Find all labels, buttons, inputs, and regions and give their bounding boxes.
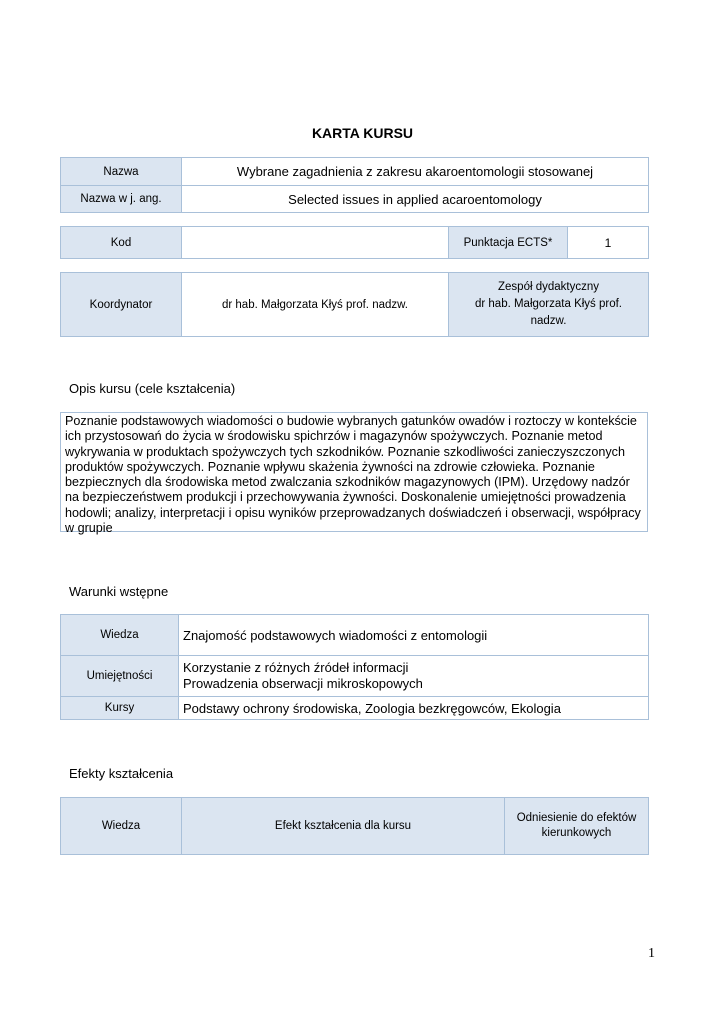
teaching-team-value: dr hab. Małgorzata Kłyś prof. nadzw. bbox=[474, 298, 622, 327]
name-label: Nazwa bbox=[61, 158, 182, 186]
code-label: Kod bbox=[61, 227, 182, 259]
prerequisites-heading: Warunki wstępne bbox=[69, 584, 169, 599]
description-text: Poznanie podstawowych wiadomości o budowie wybranych gatunków owadów i roztoczy w kontekście ich przystosowań do życia w środowisku spichrzów i magazynów spożywczych. Poznanie metod wykrywania w produktach spożywczych tych szkodników. Poznanie szkodliwości zanieczyszczonych produktów spożywczych. Poznanie wpływu skażenia żywności na zdrowie człowieka. Poznanie bezpiecznych dla środowiska metod zwalczania szkodników magazynowych (IPM). Urzędowy nadzór na bezpieczeństwem produkcji i przechowywania żywności. Doskonalenie umiejętności prowadzenia hodowli; analizy, interpretacji i opisu wyników przeprowadzanych doświadczeń i obserwacji, współpracy w grupie bbox=[60, 412, 648, 532]
coordinator-table bbox=[60, 272, 649, 337]
teaching-team-cell bbox=[449, 273, 649, 337]
outcomes-table bbox=[60, 797, 649, 855]
prereq-courses-label: Kursy bbox=[61, 697, 179, 720]
name-en-value: Selected issues in applied acaroentomology bbox=[182, 186, 649, 213]
course-name-table bbox=[60, 157, 649, 213]
ects-label: Punktacja ECTS* bbox=[449, 227, 568, 259]
prereq-skills-label: Umiejętności bbox=[61, 656, 179, 697]
outcomes-col-reference-line-1: Odniesienie do efektów bbox=[516, 812, 637, 824]
prereq-courses-value: Podstawy ochrony środowiska, Zoologia bezkręgowców, Ekologia bbox=[179, 697, 649, 720]
name-value: Wybrane zagadnienia z zakresu akaroentomologii stosowanej bbox=[182, 158, 649, 186]
coordinator-label: Koordynator bbox=[61, 273, 182, 337]
outcomes-col-reference bbox=[505, 798, 649, 855]
code-ects-table bbox=[60, 226, 649, 259]
outcomes-col-knowledge: Wiedza bbox=[61, 798, 182, 855]
outcomes-col-reference-line-2: kierunkowych bbox=[541, 827, 612, 839]
outcomes-col-effect: Efekt kształcenia dla kursu bbox=[182, 798, 505, 855]
prerequisites-table bbox=[60, 614, 649, 720]
name-en-label: Nazwa w j. ang. bbox=[61, 186, 182, 213]
document-title: KARTA KURSU bbox=[311, 125, 414, 141]
prereq-skills-value bbox=[179, 656, 649, 697]
code-value bbox=[182, 227, 449, 259]
prereq-skills-line-1: Korzystanie z różnych źródeł informacji bbox=[183, 660, 409, 675]
prereq-knowledge-label: Wiedza bbox=[61, 615, 179, 656]
prereq-knowledge-value: Znajomość podstawowych wiadomości z entomologii bbox=[179, 615, 649, 656]
coordinator-value: dr hab. Małgorzata Kłyś prof. nadzw. bbox=[182, 273, 449, 337]
teaching-team-label: Zespół dydaktyczny bbox=[498, 281, 599, 293]
prereq-skills-line-2: Prowadzenia obserwacji mikroskopowych bbox=[183, 676, 423, 691]
outcomes-heading: Efekty kształcenia bbox=[69, 766, 174, 781]
description-heading: Opis kursu (cele kształcenia) bbox=[69, 381, 236, 396]
page-number: 1 bbox=[648, 946, 655, 961]
ects-value: 1 bbox=[568, 227, 649, 259]
